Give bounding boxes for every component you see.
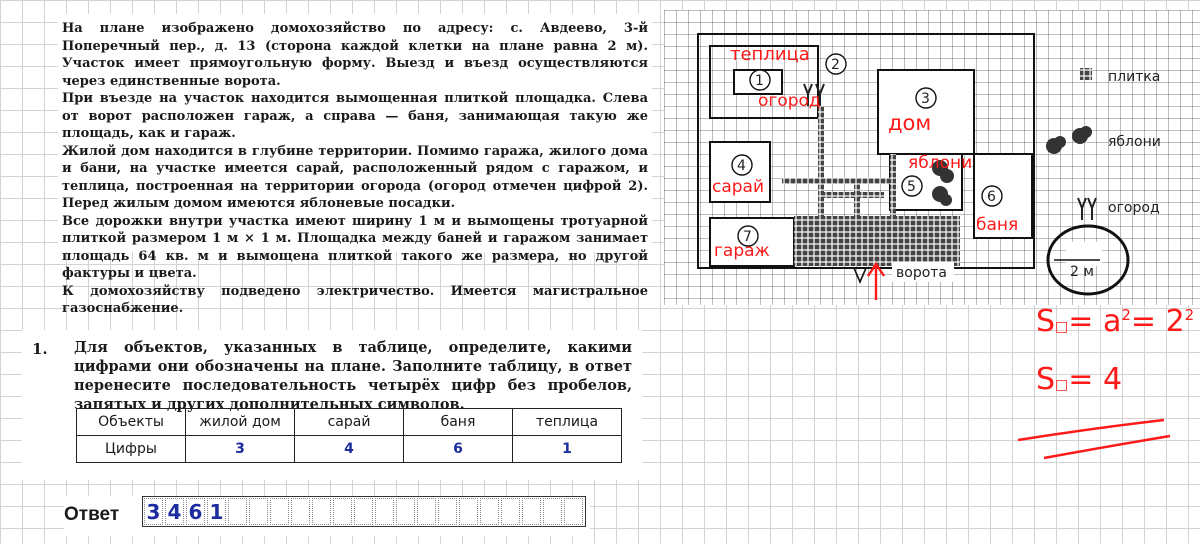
formula-rest-2: = 4: [1068, 362, 1123, 397]
number-3: 3: [921, 91, 930, 107]
table-value-cell[interactable]: 1: [513, 436, 622, 463]
legend-tile-label: плитка: [1108, 69, 1161, 85]
answer-cell[interactable]: [438, 498, 457, 525]
intro-paragraph-1: На плане изображено домохозяйство по адресу: с. Авдеево, 3-й Поперечный пер., д. 13 (сторона каждой клетки на плане равна 2 м). Участок имеет прямоугольную форму. Выезд и въезд осуществляются через единственные ворота.: [62, 21, 648, 89]
intro-paragraph-4: Все дорожки внутри участка имеют ширину 1 м и вымощены тротуарной плиткой размером 1 м × 1 м. Площадка между баней и гаражом занимает площадь 64 кв. м и вымощена плиткой такого же размера, но другой фактуры и цвета.: [62, 213, 648, 281]
formula-rest-1: = a: [1068, 304, 1122, 339]
formula-s-2: S: [1036, 362, 1056, 397]
hw-bath: баня: [976, 215, 1019, 235]
formula-line-1: S□= $a^2= 2^2$: [1036, 304, 1195, 339]
legend-scale-label: 2 м: [1070, 264, 1094, 280]
table-header-cell: теплица: [513, 409, 622, 436]
number-6: 6: [987, 189, 996, 205]
question-text: Для объектов, указанных в таблице, определите, какими цифрами они обозначены на плане. Заполните таблицу, в ответ перенесите последовательность четырёх цифр без пробелов, запятых и других дополнительных символов.: [74, 339, 632, 413]
hw-house: дом: [888, 111, 932, 135]
question-1: [22, 330, 642, 480]
answer-cell[interactable]: [501, 498, 520, 525]
table-header-row: [77, 409, 622, 436]
site-plan-drawing: [664, 10, 1200, 305]
answer-cell[interactable]: 3: [144, 498, 163, 525]
intro-text-block: [58, 14, 652, 316]
path-2: [782, 178, 892, 184]
answer-cell[interactable]: [375, 498, 394, 525]
answer-cell[interactable]: [354, 498, 373, 525]
formula-s-1: S: [1036, 304, 1056, 339]
hw-formula: [1036, 300, 1198, 470]
number-5: 5: [907, 179, 916, 195]
table-header-cell: сарай: [295, 409, 404, 436]
path-1: [818, 106, 824, 216]
table-row: [77, 436, 622, 463]
answer-section: [64, 496, 590, 536]
table-header-cell: Объекты: [77, 409, 186, 436]
site-plan: [664, 10, 1200, 305]
hw-garage: гараж: [714, 241, 770, 261]
hw-apples: яблони: [908, 153, 973, 173]
legend-apple-label: яблони: [1108, 134, 1161, 150]
intro-paragraph-2: При въезде на участок находится вымощенная плиткой площадка. Слева от ворот расположен гараж, а справа — баня, занимающая такую же площадь, как и гараж.: [62, 91, 648, 141]
hw-greenhouse: теплица: [730, 44, 810, 65]
formula-eq-2: = 2: [1130, 304, 1185, 339]
tiled-yard: [794, 216, 960, 266]
formula-exp-1: 2: [1121, 306, 1131, 324]
answer-cell[interactable]: [459, 498, 478, 525]
path-3: [890, 154, 896, 218]
table-header-cell: баня: [404, 409, 513, 436]
answer-cell[interactable]: 6: [186, 498, 205, 525]
question-number: 1.: [32, 340, 48, 358]
answer-cell[interactable]: [291, 498, 310, 525]
answer-cell[interactable]: [564, 498, 583, 525]
intro-paragraph-3: Жилой дом находится в глубине территории. Помимо гаража, жилого дома и бани, на участке имеется сарай, расположенный рядом с гаражом, и теплица, построенная на территории огорода (огород отмечен цифрой 2). Перед жилым домом имеются яблоневые посадки.: [62, 143, 648, 211]
answer-cell[interactable]: [417, 498, 436, 525]
number-4: 4: [737, 158, 746, 174]
answer-cell[interactable]: [228, 498, 247, 525]
answer-cell[interactable]: [522, 498, 541, 525]
objects-table: [76, 408, 622, 463]
number-7: 7: [743, 229, 752, 245]
answer-cell[interactable]: [480, 498, 499, 525]
answer-cell[interactable]: [249, 498, 268, 525]
scale-bg: [1066, 242, 1102, 266]
answer-label: Ответ: [64, 504, 120, 525]
answer-cell[interactable]: [333, 498, 352, 525]
answer-cell[interactable]: 1: [207, 498, 226, 525]
table-value-cell[interactable]: 3: [186, 436, 295, 463]
answer-cell[interactable]: [543, 498, 562, 525]
hw-garden: огород: [758, 91, 821, 111]
table-header-cell: жилой дом: [186, 409, 295, 436]
answer-cell[interactable]: [396, 498, 415, 525]
gate-label: ворота: [896, 265, 948, 281]
formula-exp-2: 2: [1184, 306, 1195, 324]
answer-cell[interactable]: [312, 498, 331, 525]
hw-shed: сарай: [712, 177, 765, 197]
formula-line-2: S□= 4: [1036, 362, 1123, 397]
path-5: [854, 180, 860, 216]
table-value-cell[interactable]: 4: [295, 436, 404, 463]
legend-garden-label: огород: [1108, 200, 1160, 216]
table-value-cell[interactable]: 6: [404, 436, 513, 463]
answer-cell[interactable]: [270, 498, 289, 525]
intro-paragraph-5: К домохозяйству подведено электричество. Имеется магистральное газоснабжение.: [62, 283, 648, 316]
number-2: 2: [831, 57, 840, 73]
answer-cell[interactable]: 4: [165, 498, 184, 525]
number-1: 1: [755, 73, 764, 89]
legend-tile-swatch: [1080, 68, 1092, 80]
answer-cells: [144, 498, 585, 525]
formula-underline: [1014, 410, 1176, 470]
table-row-label: Цифры: [77, 436, 186, 463]
